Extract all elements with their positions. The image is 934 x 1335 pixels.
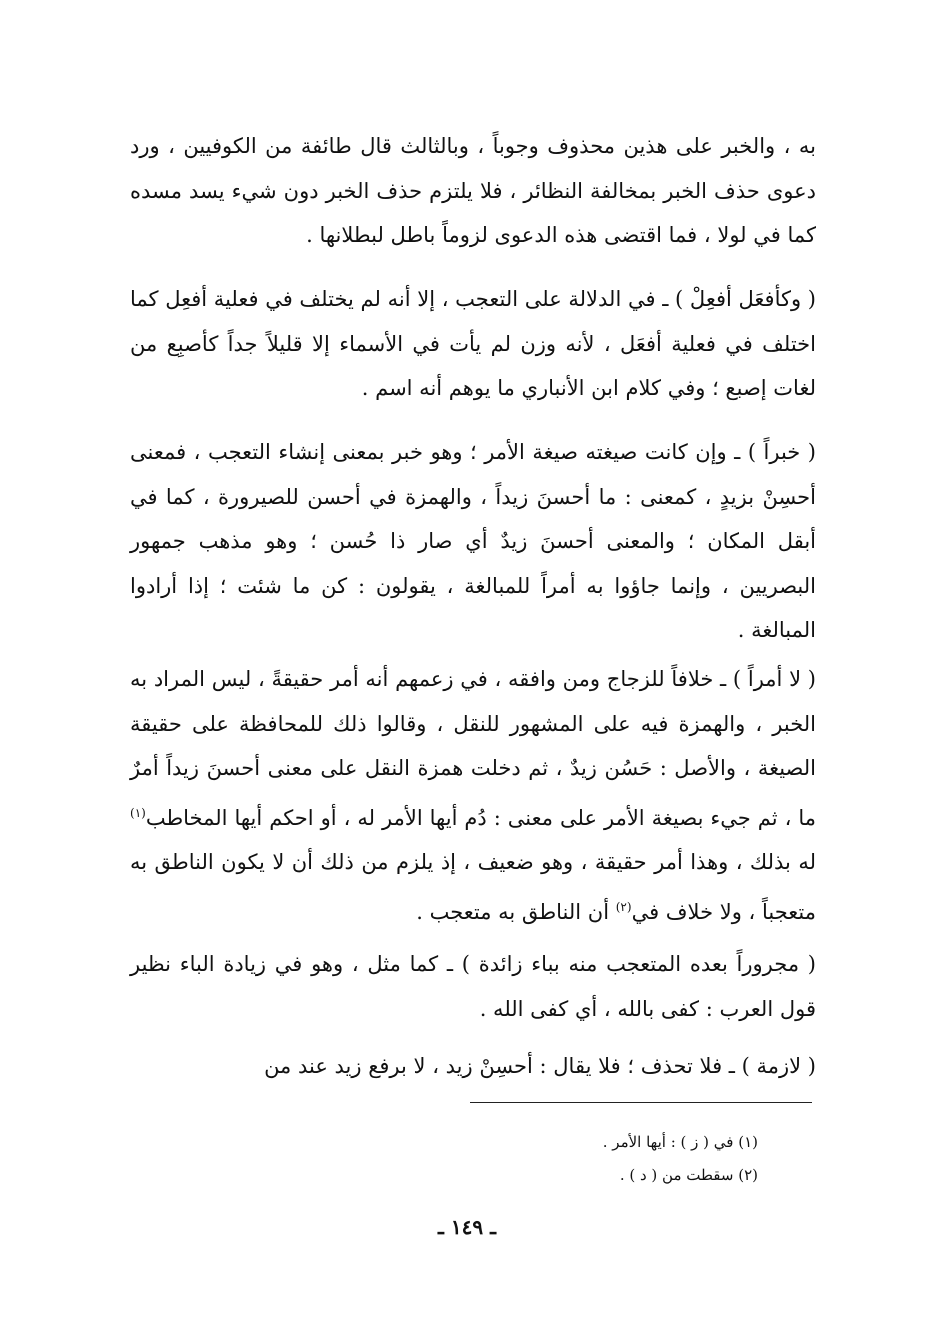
- body-text: [130, 657, 816, 934]
- body-text: [130, 1044, 816, 1089]
- body-text: [130, 277, 816, 411]
- footnote-2: (٢) سقطت من ( د ) .: [619, 1166, 758, 1184]
- paragraph-6: ( لازمة ) ـ فلا تحذف ؛ فلا يقال : أحسِنْ زيد ، لا برفع زيد عند من: [264, 1054, 816, 1078]
- page-number: ـ ١٤٩ ـ: [438, 1215, 496, 1239]
- paragraph-5: ( مجروراً بعده المتعجب منه بباء زائدة ) ـ كما مثل ، وهو في زيادة الباء نظير قول العرب : كفى بالله ، أي كفى الله .: [130, 952, 816, 1021]
- footnote-ref-1: (١): [130, 805, 146, 820]
- footnote-separator: [470, 1102, 812, 1103]
- body-text: [130, 942, 816, 1031]
- paragraph-1: به ، والخبر على هذين محذوف وجوباً ، وبالثالث قال طائفة من الكوفيين ، ورد دعوى حذف الخبر بمخالفة النظائر ، فلا يلتزم حذف الخبر دون شيء يسد مسده كما في لولا ، فما اقتضى هذه الدعوى لزوماً باطل لبطلانها .: [130, 134, 816, 247]
- paragraph-4-text-cont: له بذلك ، وهذا أمر حقيقة ، وهو ضعيف ، إذ يلزم من ذلك أن لا يكون الناطق به متعجباً ، ولا خلاف في: [130, 850, 816, 924]
- footnote-1: (١) في ( ز ) : أيها الأمر .: [602, 1133, 758, 1151]
- paragraph-4-text: ( لا أمراً ) ـ خلافاً للزجاج ومن وافقه ، في زعمهم أنه أمر حقيقةً ، ليس المراد به الخبر ، والهمزة فيه على المشهور للنقل ، وقالوا ذلك للمحافظة على حقيقة الصيغة ، والأصل : حَسُن زيدٌ ، ثم دخلت همزة النقل على معنى أحسنَ زيداً أمرٌ ما ، ثم جيء بصيغة الأمر على معنى : دُم أيها الأمر له ، أو احكم أيها المخاطب: [130, 667, 816, 830]
- paragraph-4-text-end: أن الناطق به متعجب .: [416, 899, 616, 924]
- paragraph-3: ( خبراً ) ـ وإن كانت صيغته صيغة الأمر ؛ وهو خبر بمعنى إنشاء التعجب ، فمعنى أحسِنْ بزيدٍ ، كمعنى : ما أحسنَ زيداً ، والهمزة في أحسن للصيرورة ، كما في أبقل المكان ؛ والمعنى أحسنَ زيدٌ أي صار ذا حُسن ؛ وهو مذهب جمهور البصريين ، وإنما جاؤوا به أمراً للمبالغة ، يقولون : كن ما شئت ؛ إذا أرادوا المبالغة .: [130, 440, 816, 642]
- body-text: [130, 430, 816, 653]
- paragraph-2: ( وكأفعَل أفعِلْ ) ـ في الدلالة على التعجب ، إلا أنه لم يختلف في فعلية أفعِل كما اختلف في فعلية أفعَل ، لأنه وزن لم يأت في الأسماء إلا قليلاً جداً كأصبِع من لغات إصبع ؛ وفي كلام ابن الأنباري ما يوهم أنه اسم .: [130, 287, 816, 400]
- body-text: [130, 124, 816, 258]
- footnotes: [358, 1126, 758, 1192]
- paragraph-4: [130, 657, 816, 934]
- footnote-ref-2: (٢): [615, 899, 632, 914]
